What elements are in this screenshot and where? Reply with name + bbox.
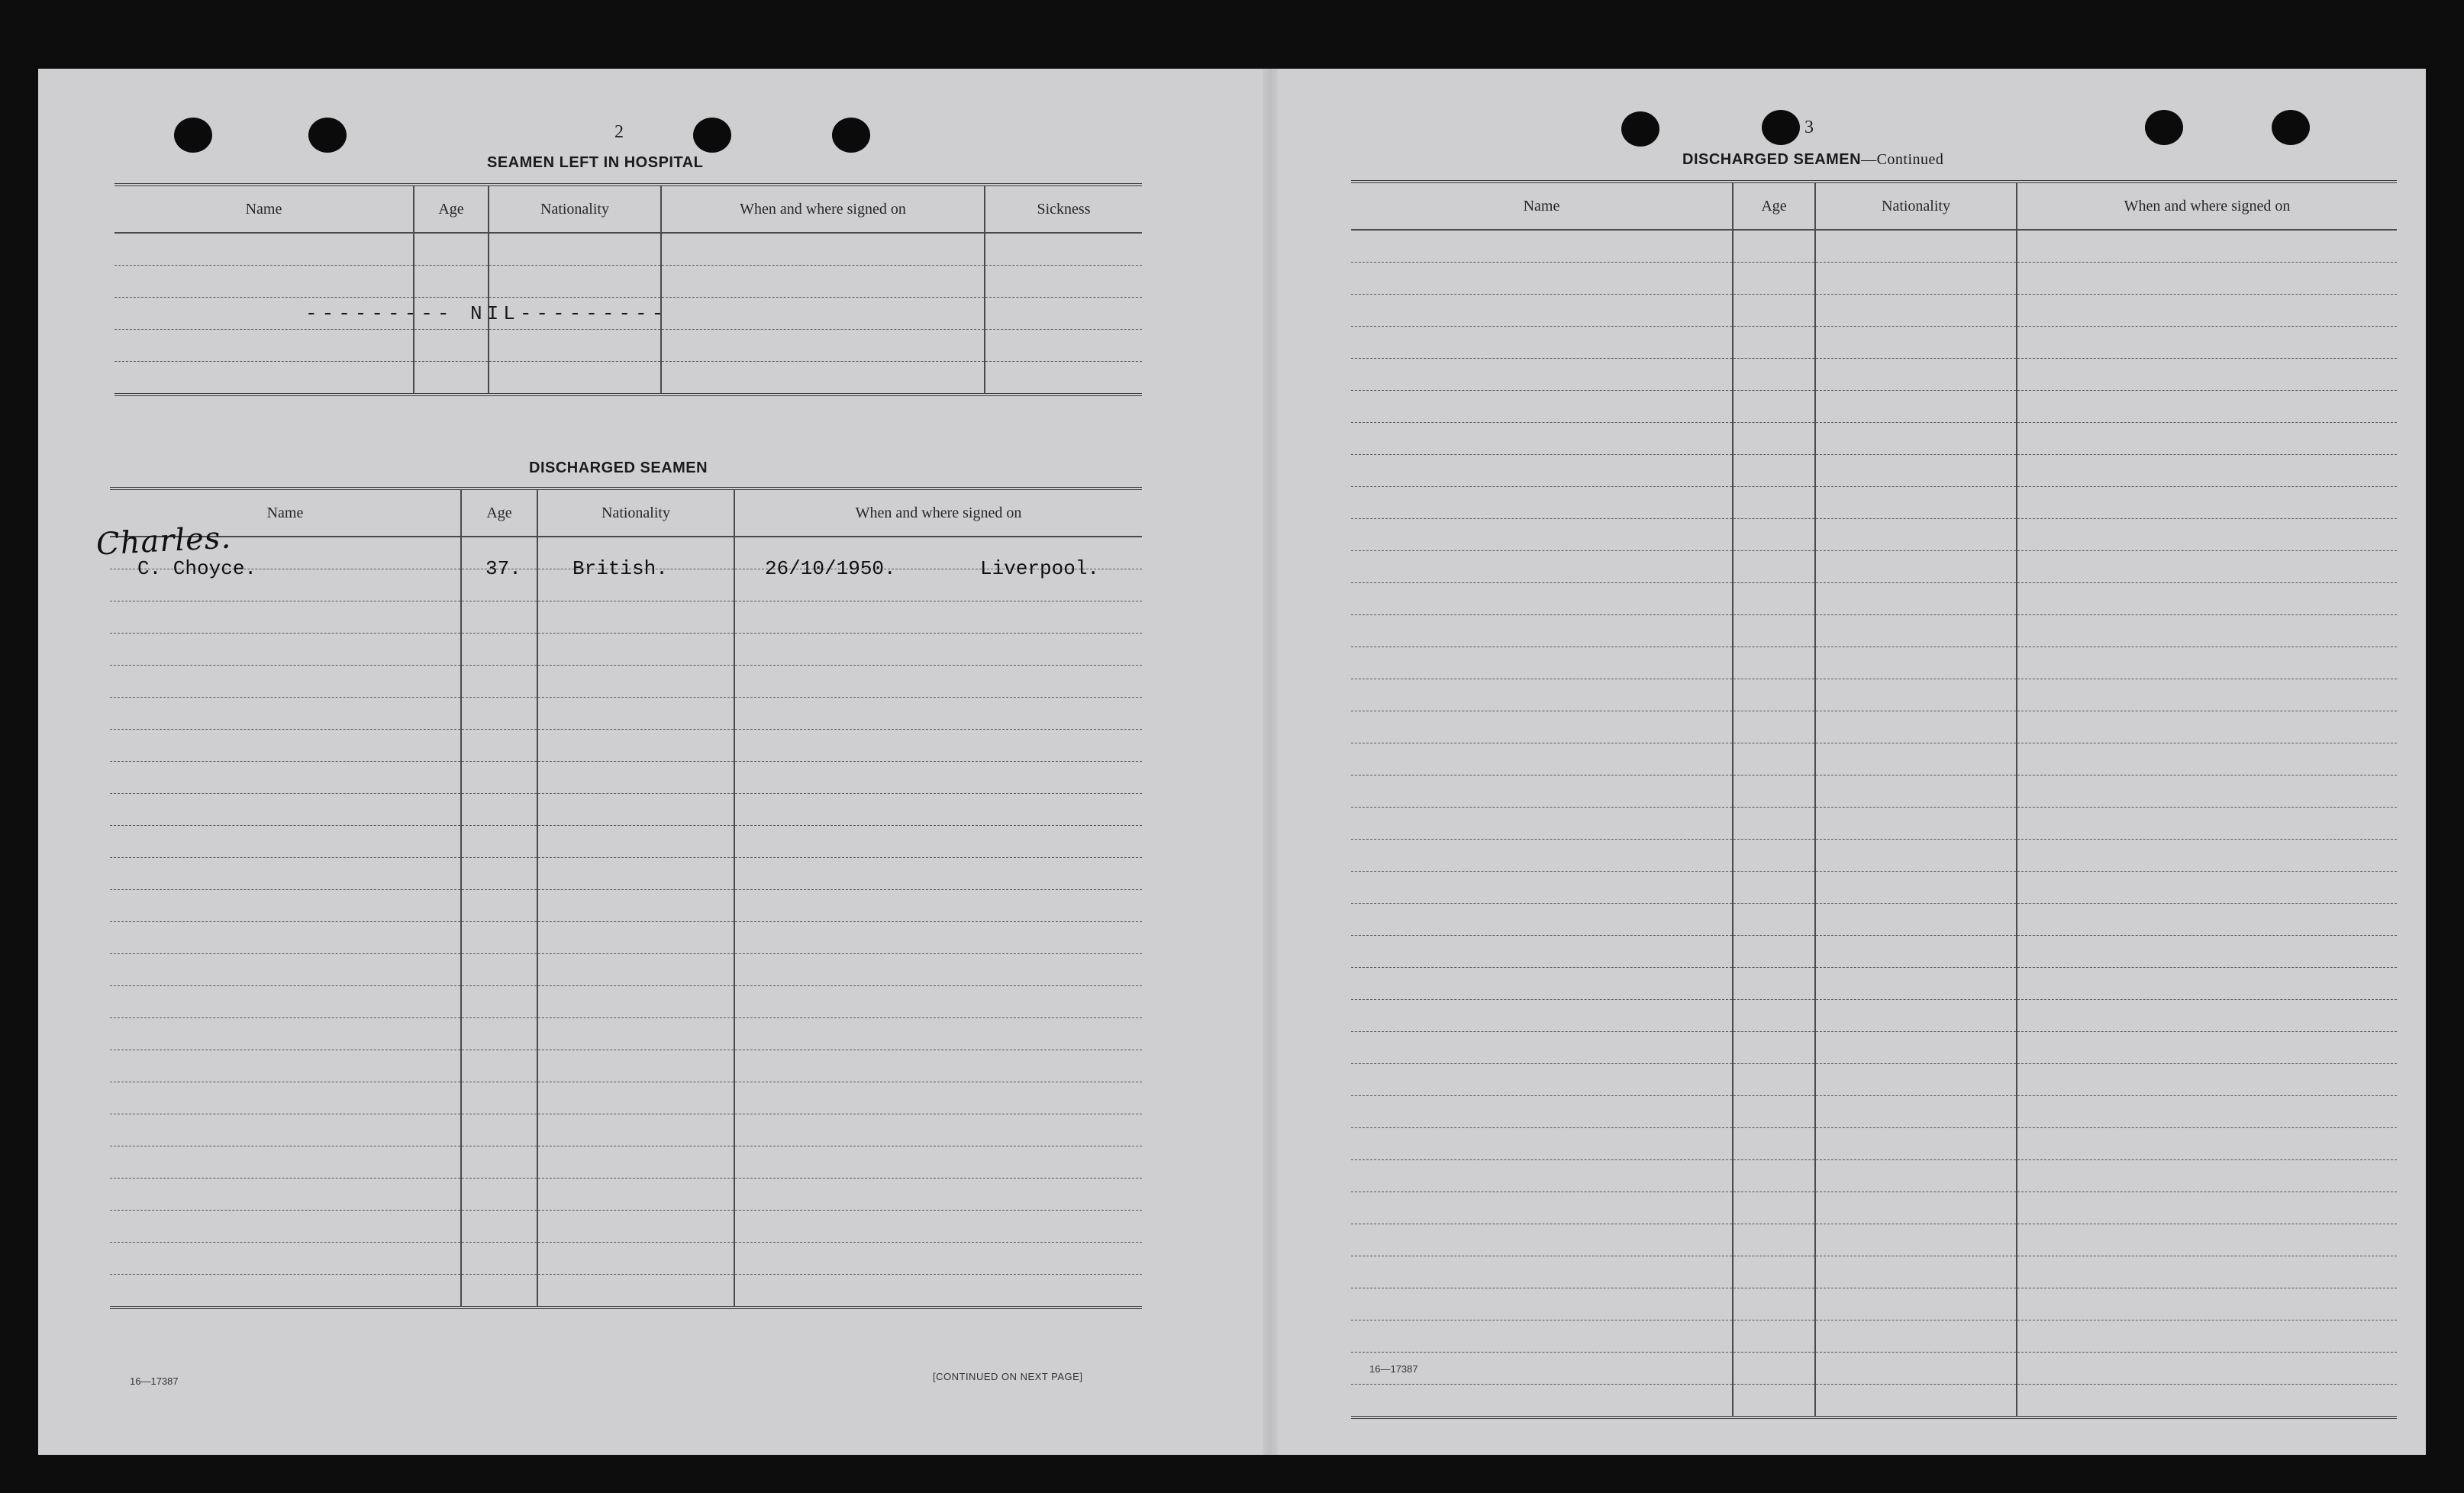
nil-entry: --------- NIL--------- [305, 302, 669, 325]
column-header-nationality: Nationality [537, 489, 734, 537]
table-row [1351, 776, 2397, 808]
handwritten-forename: Charles. [95, 520, 233, 563]
column-header-name: Name [1351, 182, 1733, 230]
table-row [110, 698, 1142, 730]
punch-hole [2272, 110, 2310, 145]
table-row [1351, 711, 2397, 743]
table-row [110, 794, 1142, 826]
page-number: 3 [1804, 118, 1814, 137]
entry-signed-on-date: 26/10/1950. [765, 557, 896, 580]
punch-hole [693, 118, 731, 153]
punch-hole [174, 118, 212, 153]
table-row [110, 1179, 1142, 1211]
table-row [110, 954, 1142, 986]
entry-age: 37. [485, 557, 521, 580]
table-row [1351, 615, 2397, 647]
table-row [1351, 327, 2397, 359]
table-row [110, 1146, 1142, 1179]
column-header-age: Age [461, 489, 537, 537]
table-row [114, 266, 1142, 298]
discharged-section-title: DISCHARGED SEAMEN [529, 460, 708, 476]
table-header-row [110, 489, 1142, 537]
table-row [1351, 1064, 2397, 1096]
table-row [1351, 1128, 2397, 1160]
form-code: 16—17387 [130, 1375, 179, 1387]
discharged-table [110, 487, 1142, 1309]
table-row [1351, 487, 2397, 519]
table-row [110, 826, 1142, 858]
left-page [38, 69, 1263, 1455]
discharged-continued-title [1682, 151, 1943, 169]
table-row [1351, 583, 2397, 615]
table-row [1351, 743, 2397, 776]
punch-hole [308, 118, 347, 153]
column-header-name: Name [110, 489, 461, 537]
table-row [1351, 1320, 2397, 1353]
table-row [1351, 1000, 2397, 1032]
table-row [1351, 1224, 2397, 1256]
page-fold [1263, 69, 1278, 1455]
column-header-name: Name [114, 185, 414, 233]
table-row [1351, 1160, 2397, 1192]
table-row [1351, 1032, 2397, 1064]
table-row [1351, 1192, 2397, 1224]
hospital-table [114, 183, 1142, 396]
table-row [110, 1211, 1142, 1243]
page-number: 2 [614, 122, 624, 142]
column-header-nationality: Nationality [489, 185, 661, 233]
table-row [110, 634, 1142, 666]
table-row [1351, 230, 2397, 263]
table-row [110, 858, 1142, 890]
column-header-signed-on: When and where signed on [734, 489, 1142, 537]
table-row [110, 986, 1142, 1018]
entry-name: C. Choyce. [137, 557, 257, 580]
table-row [1351, 679, 2397, 711]
table-row [110, 1243, 1142, 1275]
table-row [1351, 519, 2397, 551]
column-header-signed-on: When and where signed on [661, 185, 985, 233]
table-row [1351, 295, 2397, 327]
title-suffix: —Continued [1861, 151, 1944, 168]
table-row [1351, 1256, 2397, 1288]
entry-nationality: British. [572, 557, 668, 580]
column-header-age: Age [1733, 182, 1815, 230]
open-register-sheet [38, 69, 2426, 1455]
table-row [1351, 1288, 2397, 1320]
table-row [114, 233, 1142, 266]
table-row [1351, 904, 2397, 936]
table-row [1351, 647, 2397, 679]
column-header-signed-on: When and where signed on [2017, 182, 2397, 230]
table-row [110, 762, 1142, 794]
entry-signed-on-place: Liverpool. [980, 557, 1100, 580]
punch-hole [1762, 110, 1800, 145]
table-row [1351, 1385, 2397, 1418]
table-row [110, 1018, 1142, 1050]
form-code: 16—17387 [1369, 1363, 1418, 1375]
table-row [1351, 551, 2397, 583]
table-row [1351, 1096, 2397, 1128]
continued-note: [CONTINUED ON NEXT PAGE] [933, 1371, 1083, 1382]
table-row [1351, 423, 2397, 455]
table-row [1351, 1353, 2397, 1385]
table-row [110, 666, 1142, 698]
table-row [1351, 391, 2397, 423]
table-row [1351, 359, 2397, 391]
table-row [114, 330, 1142, 362]
column-header-age: Age [414, 185, 489, 233]
table-row [1351, 936, 2397, 968]
table-row [110, 922, 1142, 954]
punch-hole [2145, 110, 2183, 145]
column-header-nationality: Nationality [1815, 182, 2017, 230]
table-row [1351, 455, 2397, 487]
punch-hole [1621, 111, 1659, 147]
hospital-section-title: SEAMEN LEFT IN HOSPITAL [487, 154, 704, 171]
table-header-row [114, 185, 1142, 233]
table-row [1351, 872, 2397, 904]
table-row [114, 362, 1142, 395]
table-row [110, 1114, 1142, 1146]
table-row [1351, 263, 2397, 295]
table-row [1351, 840, 2397, 872]
table-row [110, 1050, 1142, 1082]
table-row [110, 890, 1142, 922]
table-row [110, 730, 1142, 762]
table-header-row [1351, 182, 2397, 230]
column-header-sickness: Sickness [985, 185, 1142, 233]
discharged-continued-table [1351, 180, 2397, 1419]
table-row [1351, 968, 2397, 1000]
table-row [110, 601, 1142, 634]
punch-hole [832, 118, 870, 153]
title-text: DISCHARGED SEAMEN [1682, 151, 1862, 168]
right-page [1278, 69, 2426, 1455]
table-row [1351, 808, 2397, 840]
table-row [110, 1275, 1142, 1308]
table-row [110, 1082, 1142, 1114]
